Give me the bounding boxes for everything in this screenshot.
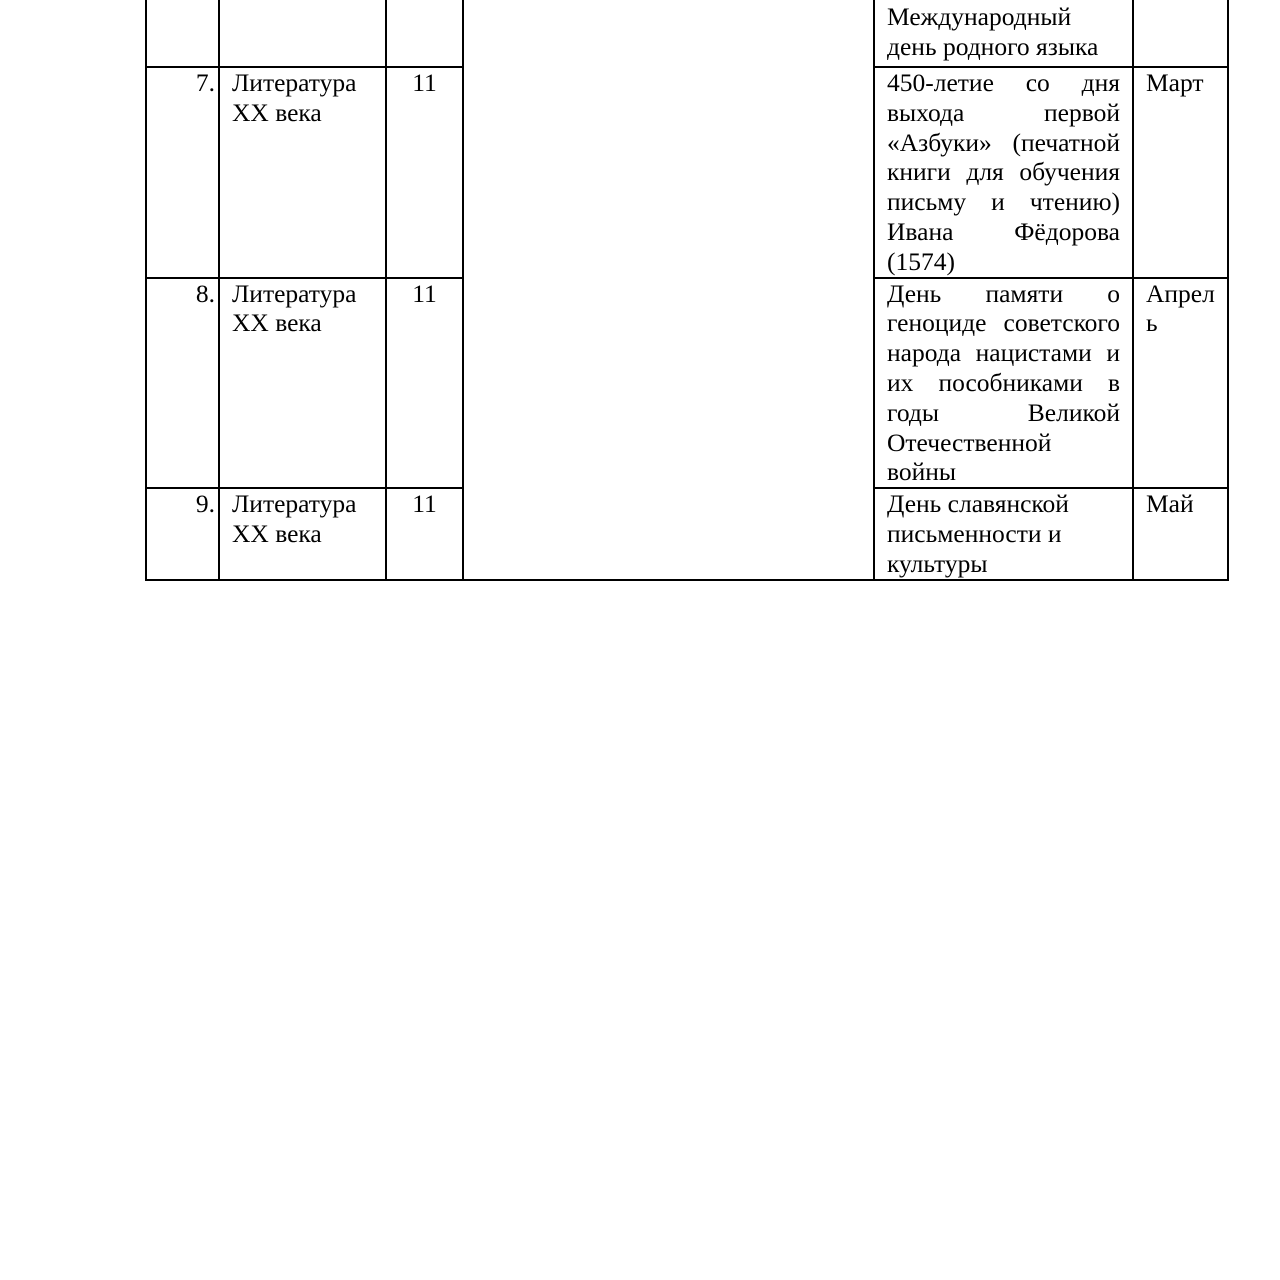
number-cell bbox=[146, 0, 219, 67]
event-line bbox=[887, 368, 1120, 398]
event-word: о bbox=[1107, 278, 1120, 308]
event-line bbox=[887, 68, 1120, 98]
event-line bbox=[887, 519, 1120, 549]
event-word: Ивана bbox=[887, 216, 954, 246]
row-number: 9. bbox=[146, 488, 219, 579]
event-line bbox=[887, 489, 1120, 519]
event-word: дня bbox=[1081, 68, 1120, 97]
grade-cell: 11 bbox=[386, 488, 463, 579]
subject-cell: Литература XX века bbox=[219, 67, 386, 278]
event-word: культуры bbox=[887, 548, 988, 578]
event-line bbox=[887, 157, 1120, 187]
month-cell: Апрель bbox=[1133, 278, 1228, 489]
event-word: Великой bbox=[1027, 397, 1120, 427]
event-word: их bbox=[887, 367, 914, 397]
event-line bbox=[887, 457, 1120, 487]
event-word: (1574) bbox=[887, 246, 955, 276]
month-cell: Март bbox=[1133, 67, 1228, 278]
event-word: чтению) bbox=[1029, 187, 1120, 217]
event-word: в bbox=[1107, 367, 1120, 397]
event-word: Фёдорова bbox=[1014, 216, 1120, 246]
event-word: нацистами bbox=[975, 338, 1092, 368]
grade-cell bbox=[386, 0, 463, 67]
row-number: 8. bbox=[146, 278, 219, 489]
subject-cell bbox=[219, 0, 386, 67]
event-line bbox=[887, 338, 1120, 368]
subject-cell: Литература XX века bbox=[219, 278, 386, 489]
event-word: (печатной bbox=[1012, 127, 1120, 157]
event-word: «Азбуки» bbox=[887, 127, 992, 157]
event-word: и bbox=[1106, 338, 1120, 368]
month-cell: Май bbox=[1133, 488, 1228, 579]
event-word: Отечественной bbox=[887, 427, 1052, 457]
event-line bbox=[887, 98, 1120, 128]
grade-cell: 11 bbox=[386, 278, 463, 489]
event-line bbox=[887, 128, 1120, 158]
event-line bbox=[887, 187, 1120, 217]
row-number: 7. bbox=[146, 67, 219, 278]
event-word: войны bbox=[887, 457, 957, 487]
event-line bbox=[887, 398, 1120, 428]
event-word: 450-летие bbox=[887, 68, 994, 97]
event-line bbox=[887, 247, 1120, 277]
event-word: пособниками bbox=[938, 367, 1083, 397]
event-word: первой bbox=[1044, 97, 1120, 127]
event-cell bbox=[874, 278, 1133, 489]
month-cell bbox=[1133, 0, 1228, 67]
event-word: советского bbox=[1003, 308, 1120, 338]
event-word: для bbox=[966, 157, 1004, 187]
event-word: выхода bbox=[887, 97, 965, 127]
event-word: книги bbox=[887, 157, 951, 187]
event-word: обучения bbox=[1019, 157, 1120, 187]
event-word: со bbox=[1025, 68, 1050, 97]
event-cell bbox=[874, 488, 1133, 579]
event-line bbox=[887, 549, 1120, 579]
event-word: памяти bbox=[985, 278, 1064, 308]
event-word: и bbox=[991, 187, 1005, 217]
event-word: День славянской bbox=[887, 489, 1069, 519]
event-word: геноциде bbox=[887, 308, 987, 338]
grade-cell: 11 bbox=[386, 67, 463, 278]
event-word: народа bbox=[887, 338, 962, 368]
event-cell bbox=[874, 0, 1133, 67]
events-table bbox=[145, 0, 1229, 581]
event-line bbox=[887, 279, 1120, 309]
event-line: день родного языка bbox=[887, 31, 1099, 61]
event-line bbox=[887, 217, 1120, 247]
event-line: Международный bbox=[887, 1, 1072, 31]
table-row-continued bbox=[146, 0, 1228, 67]
event-line bbox=[887, 428, 1120, 458]
blank-merged-cell bbox=[463, 0, 874, 580]
event-word: День bbox=[887, 278, 942, 308]
subject-cell: Литература XX века bbox=[219, 488, 386, 579]
event-cell bbox=[874, 67, 1133, 278]
event-line bbox=[887, 308, 1120, 338]
event-word: письменности и bbox=[887, 518, 1062, 548]
event-word: годы bbox=[887, 397, 939, 427]
event-word: письму bbox=[887, 187, 967, 217]
